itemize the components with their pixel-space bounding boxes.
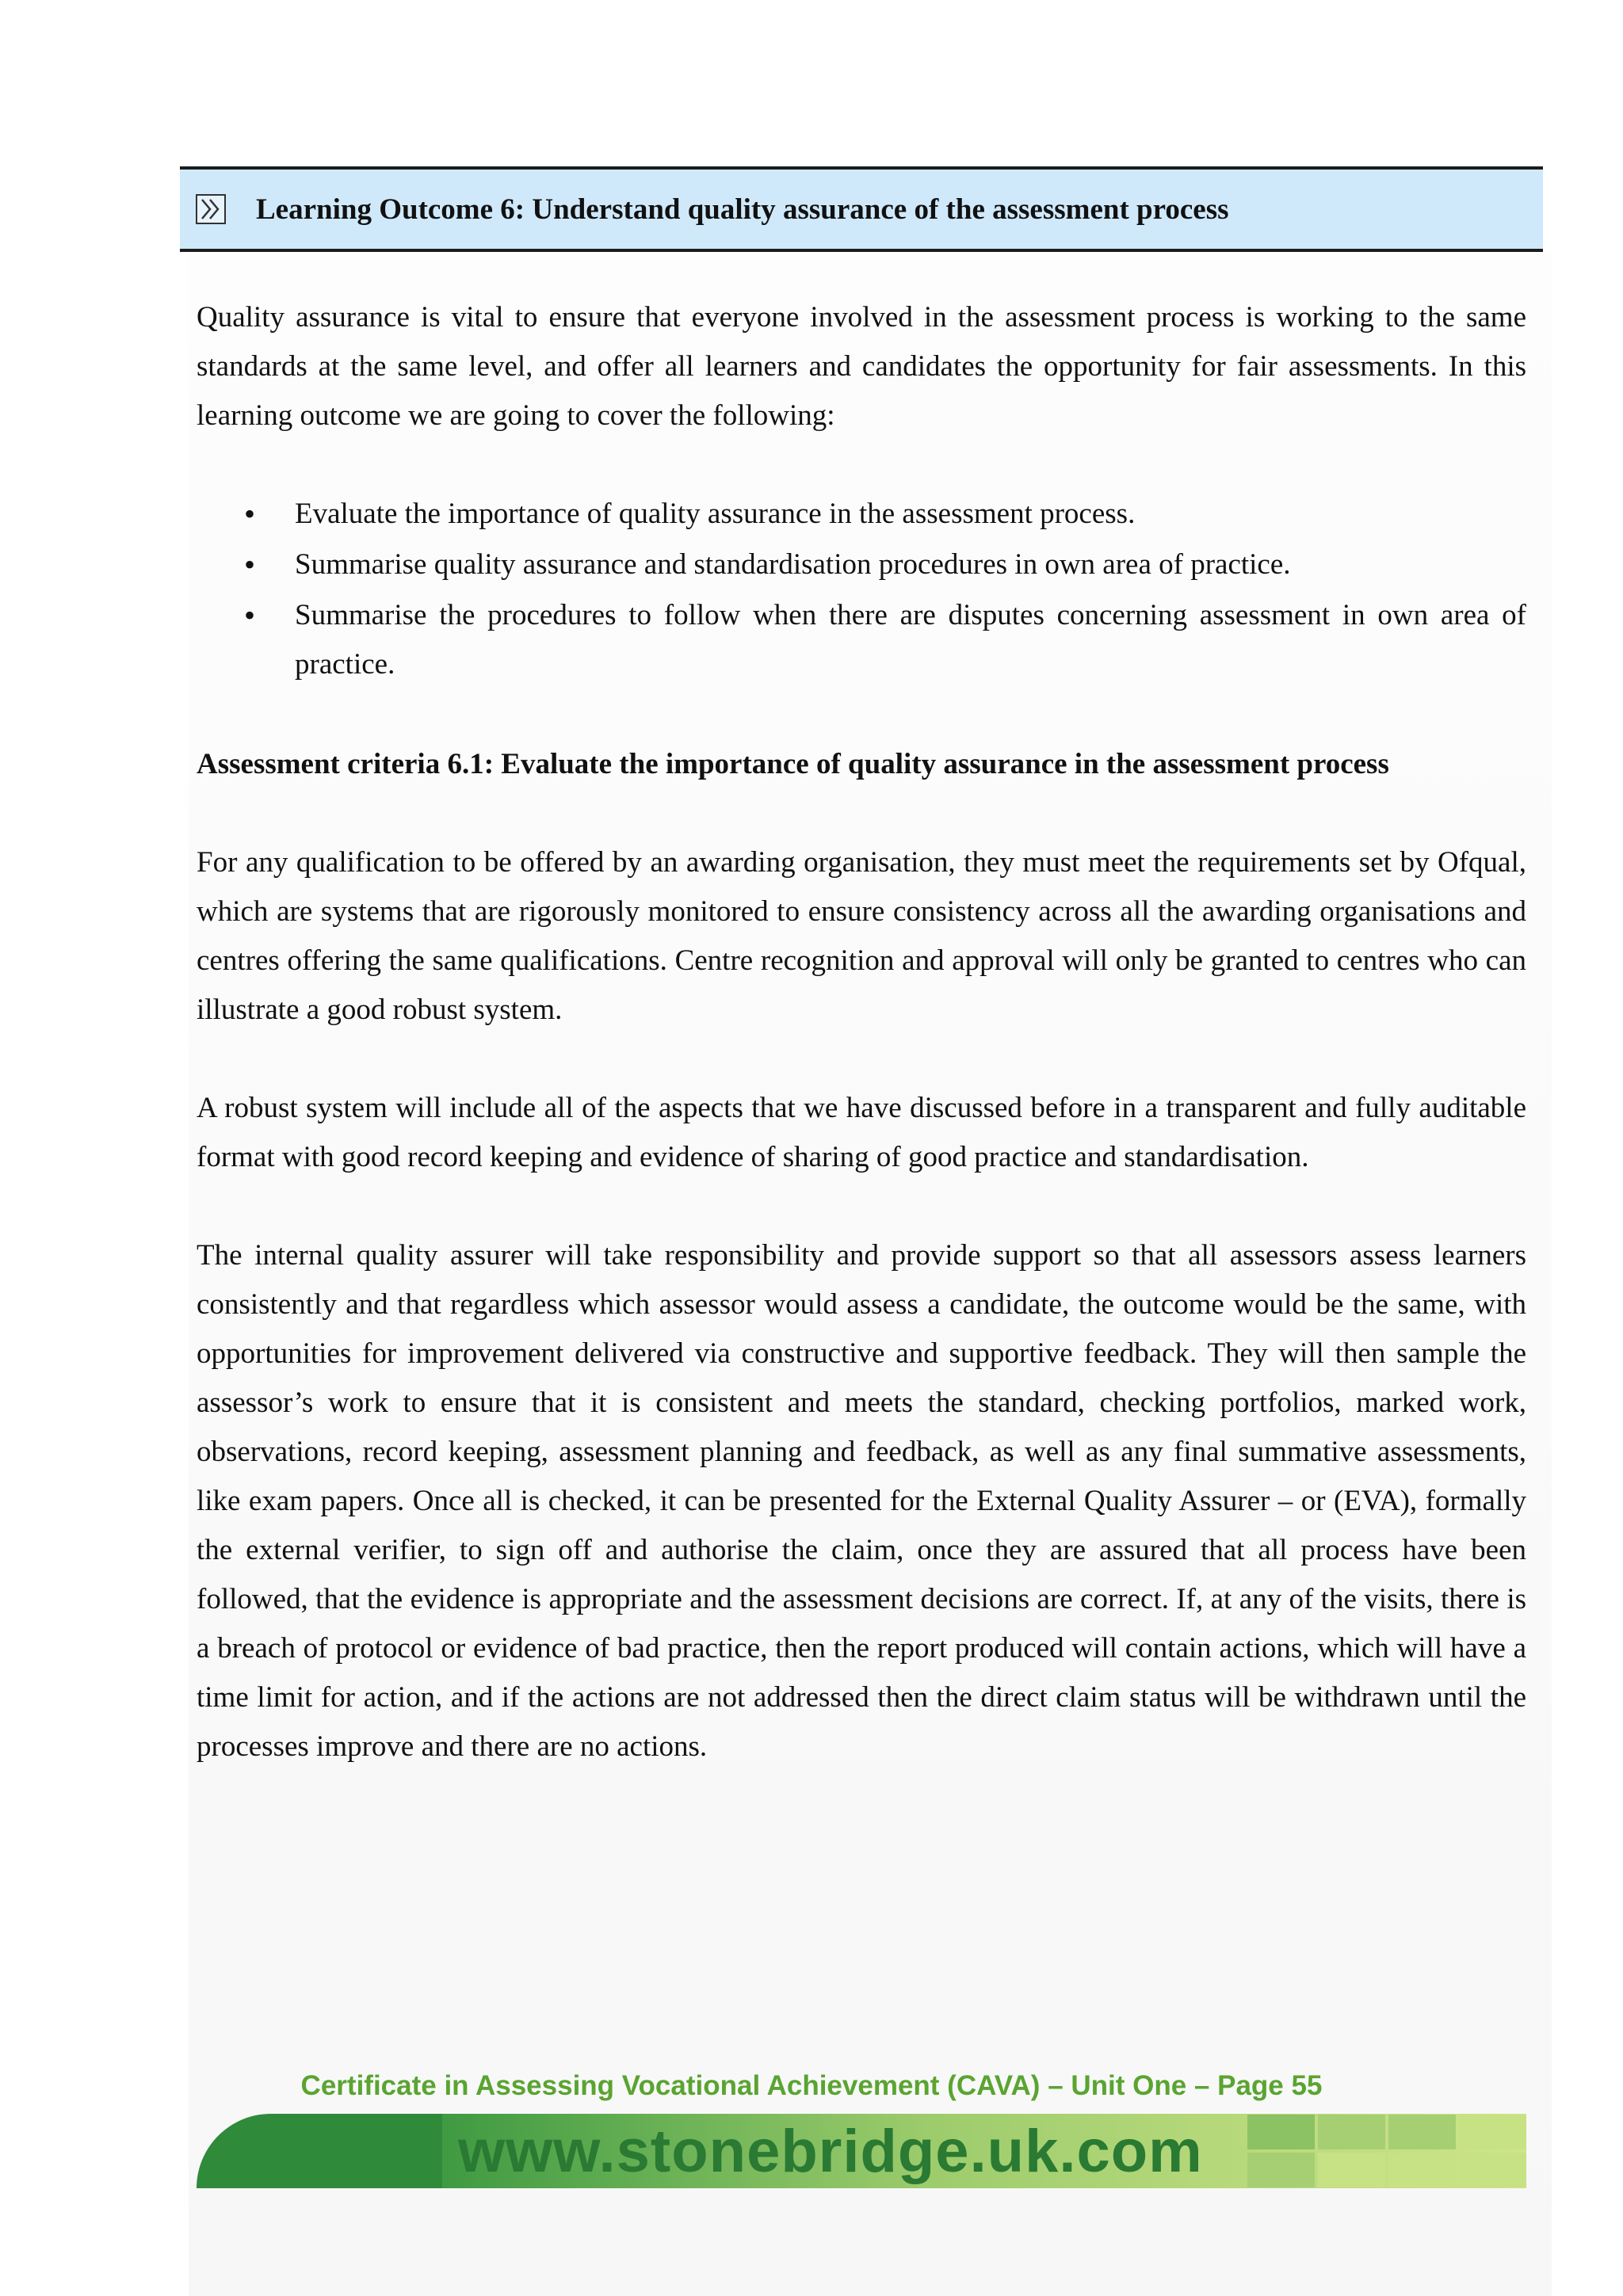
list-item: • Summarise quality assurance and standardisation procedures in own area of practice.: [197, 540, 1526, 589]
banner-tile-grid: [1247, 2115, 1526, 2187]
body-paragraph-internal-quality-assurer: The internal quality assurer will take responsibility and provide support so that all assessors assess learners consistently and that regardless which assessor would assess a candidate, the outcome would be the same, with opportunities for improvement delivered via constructive and supportive feedback. They will then sample the assessor’s work to ensure that it is consistent and meets the standard, checking portfolios, marked work, observations, record keeping, assessment planning and feedback, as well as any final summative assessments, like exam papers. Once all is checked, it can be presented for the External Quality Assurer – or (EVA), formally the external verifier, to sign off and authorise the claim, once they are assured that all process have been followed, that the evidence is appropriate and the assessment decisions are correct. If, at any of the visits, there is a breach of protocol or evidence of bad practice, then the report produced will contain actions, which will have a time limit for action, and if the actions are not addressed then the direct claim status will be withdrawn until the processes improve and there are no actions.: [197, 1239, 1526, 1763]
footer-caption: Certificate in Assessing Vocational Achievement (CAVA) – Unit One – Page 55: [300, 2070, 1323, 2101]
body-paragraph-ofqual: For any qualification to be offered by an awarding organisation, they must meet the requirements set by Ofqual, which are systems that are rigorously monitored to ensure consistency across all the awarding organisations and centres offering the same qualifications. Centre recognition and approval will only be granted to centres who can illustrate a good robust system.: [197, 846, 1526, 1026]
footer-website-url[interactable]: www.stonebridge.uk.com: [458, 2117, 1203, 2185]
criteria-heading: Assessment criteria 6.1: Evaluate the importance of quality assurance in the assessment process: [197, 748, 1389, 780]
learning-outcome-title: Learning Outcome 6: Understand quality assurance of the assessment process: [256, 193, 1229, 226]
banner-swoosh: [197, 2114, 442, 2188]
list-item: • Summarise the procedures to follow when there are disputes concerning assessment in own area of practice.: [197, 591, 1526, 689]
body-paragraph-robust-system: A robust system will include all of the aspects that we have discussed before in a transparent and fully auditable format with good record keeping and evidence of sharing of good practice and standardisation.: [197, 1092, 1526, 1173]
outcome-bullet-list: [197, 490, 1526, 689]
intro-paragraph: Quality assurance is vital to ensure that everyone involved in the assessment process is working to the same standards at the same level, and offer all learners and candidates the opportunity for fair assessments. In this learning outcome we are going to cover the following:: [197, 301, 1526, 432]
list-item: • Evaluate the importance of quality assurance in the assessment process.: [197, 490, 1526, 539]
footer-banner: [197, 2114, 1526, 2188]
double-chevron-right-icon: [196, 194, 226, 224]
main-content: [197, 293, 1526, 1772]
learning-outcome-header: [180, 166, 1543, 252]
